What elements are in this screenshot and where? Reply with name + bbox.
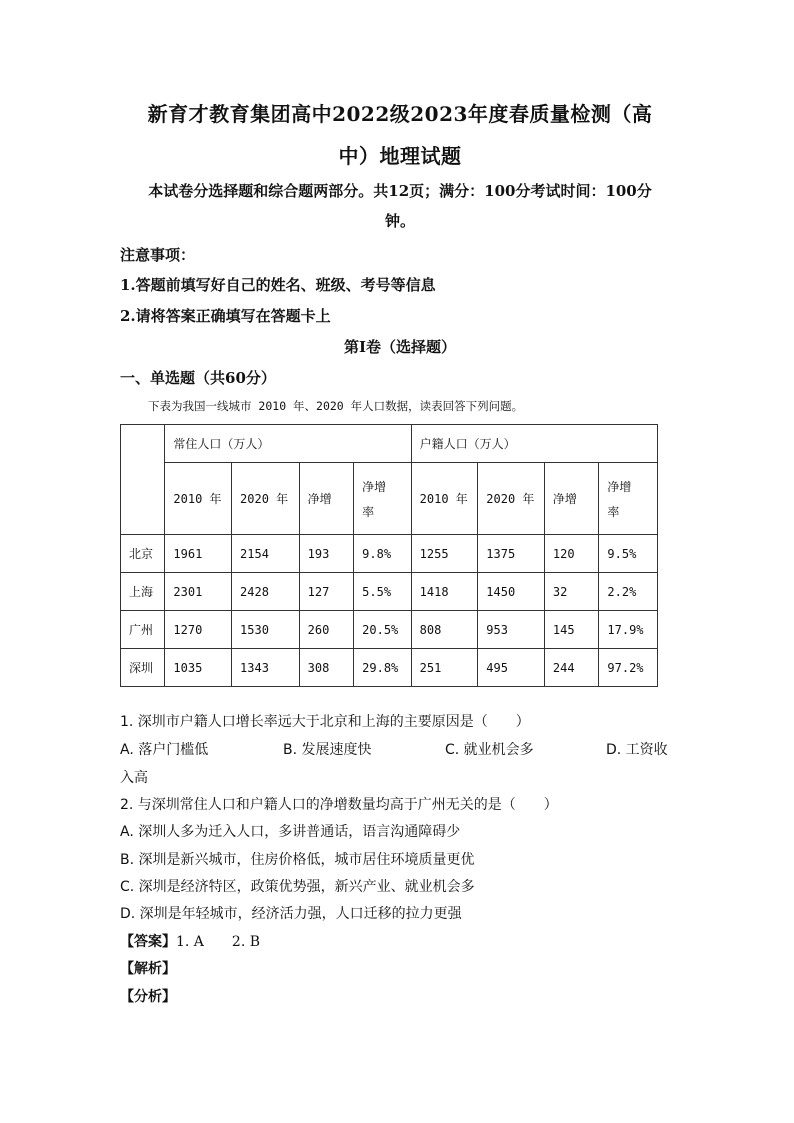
table-row — [121, 611, 658, 649]
data-cell: 495 — [478, 649, 545, 687]
subheader-2020: 2020 年 — [232, 463, 300, 535]
data-cell: 1035 — [165, 649, 232, 687]
data-cell: 1375 — [478, 535, 545, 573]
subheader-net-increase: 净增 — [544, 463, 599, 535]
data-cell: 97.2% — [599, 649, 658, 687]
table-row — [121, 535, 658, 573]
city-cell: 上海 — [121, 573, 165, 611]
data-cell: 308 — [299, 649, 354, 687]
subheader-2010: 2010 年 — [411, 463, 478, 535]
question-2-option-d: D. 深圳是年轻城市，经济活力强，人口迁移的拉力更强 — [120, 906, 462, 922]
subheader-net-rate-line-1: 净增 — [607, 479, 632, 494]
table-intro: 下表为我国一线城市 2010 年、2020 年人口数据，读表回答下列问题。 — [148, 399, 524, 413]
data-cell: 29.8% — [354, 649, 412, 687]
data-cell: 20.5% — [354, 611, 412, 649]
data-cell: 9.8% — [354, 535, 412, 573]
city-cell: 广州 — [121, 611, 165, 649]
data-cell: 120 — [544, 535, 599, 573]
subheader-net-rate — [599, 463, 658, 535]
data-cell: 193 — [299, 535, 354, 573]
data-cell: 145 — [544, 611, 599, 649]
header-registered-population: 户籍人口（万人） — [411, 425, 657, 463]
data-cell: 1418 — [411, 573, 478, 611]
answer-text: 1. A 2. B — [176, 934, 261, 950]
subheader-net-rate — [354, 463, 412, 535]
fenxi-label-text: 【分析】 — [120, 989, 176, 1005]
data-cell: 2154 — [232, 535, 300, 573]
question-2-option-a: A. 深圳人多为迁入人口，多讲普通话，语言沟通障碍少 — [120, 824, 461, 840]
subheader-net-rate-line-1: 净增 — [362, 479, 387, 494]
data-cell: 17.9% — [599, 611, 658, 649]
answer-line — [120, 931, 260, 951]
exam-title-line-2: 中）地理试题 — [338, 144, 462, 168]
analysis-label-text: 【解析】 — [120, 961, 176, 977]
notes-heading: 注意事项： — [120, 246, 196, 264]
question-1-stem: 1. 深圳市户籍人口增长率远大于北京和上海的主要原因是（ ） — [120, 714, 530, 730]
question-2-option-b: B. 深圳是新兴城市，住房价格低，城市居住环境质量更优 — [120, 852, 475, 868]
city-cell: 深圳 — [121, 649, 165, 687]
data-cell: 1961 — [165, 535, 232, 573]
question-1-option-a: A. 落户门槛低 — [120, 742, 209, 758]
fenxi-label — [120, 986, 176, 1006]
data-cell: 9.5% — [599, 535, 658, 573]
section-heading: 一、单选题（共60分） — [120, 369, 276, 387]
table-row — [121, 649, 658, 687]
data-cell: 244 — [544, 649, 599, 687]
subheader-2020: 2020 年 — [478, 463, 545, 535]
subheader-2010: 2010 年 — [165, 463, 232, 535]
analysis-label — [120, 958, 176, 978]
data-cell: 2.2% — [599, 573, 658, 611]
city-cell: 北京 — [121, 535, 165, 573]
data-cell: 32 — [544, 573, 599, 611]
question-1-option-b: B. 发展速度快 — [283, 742, 372, 758]
data-cell: 808 — [411, 611, 478, 649]
exam-info-line-1: 本试卷分选择题和综合题两部分。共12页；满分：100分考试时间：100分 — [148, 182, 652, 200]
exam-info-line-2: 钟。 — [384, 212, 415, 230]
data-cell: 127 — [299, 573, 354, 611]
data-cell: 1270 — [165, 611, 232, 649]
notes-item-1: 1.答题前填写好自己的姓名、班级、考号等信息 — [120, 276, 436, 294]
data-cell: 260 — [299, 611, 354, 649]
population-table — [120, 424, 658, 687]
subheader-net-rate-line-2: 率 — [362, 504, 375, 519]
data-cell: 1530 — [232, 611, 300, 649]
volume-heading: 第I卷（选择题） — [343, 338, 457, 356]
data-cell: 1343 — [232, 649, 300, 687]
answer-label: 【答案】 — [120, 934, 176, 950]
data-cell: 251 — [411, 649, 478, 687]
question-1-option-c: C. 就业机会多 — [445, 742, 534, 758]
header-resident-population: 常住人口（万人） — [165, 425, 411, 463]
data-cell: 1255 — [411, 535, 478, 573]
question-1-option-d-continued: 入高 — [120, 770, 148, 786]
data-cell: 5.5% — [354, 573, 412, 611]
subheader-net-increase: 净增 — [299, 463, 354, 535]
exam-title-line-1: 新育才教育集团高中2022级2023年度春质量检测（高 — [147, 102, 653, 126]
data-cell: 2301 — [165, 573, 232, 611]
data-cell: 2428 — [232, 573, 300, 611]
data-cell: 1450 — [478, 573, 545, 611]
notes-item-2: 2.请将答案正确填写在答题卡上 — [120, 307, 331, 325]
question-2-stem: 2. 与深圳常住人口和户籍人口的净增数量均高于广州无关的是（ ） — [120, 797, 558, 813]
subheader-net-rate-line-2: 率 — [607, 504, 620, 519]
table-row — [121, 573, 658, 611]
question-2-option-c: C. 深圳是经济特区，政策优势强，新兴产业、就业机会多 — [120, 879, 475, 895]
data-cell: 953 — [478, 611, 545, 649]
table-corner-cell — [121, 425, 165, 535]
question-1-option-d: D. 工资收 — [606, 742, 668, 758]
